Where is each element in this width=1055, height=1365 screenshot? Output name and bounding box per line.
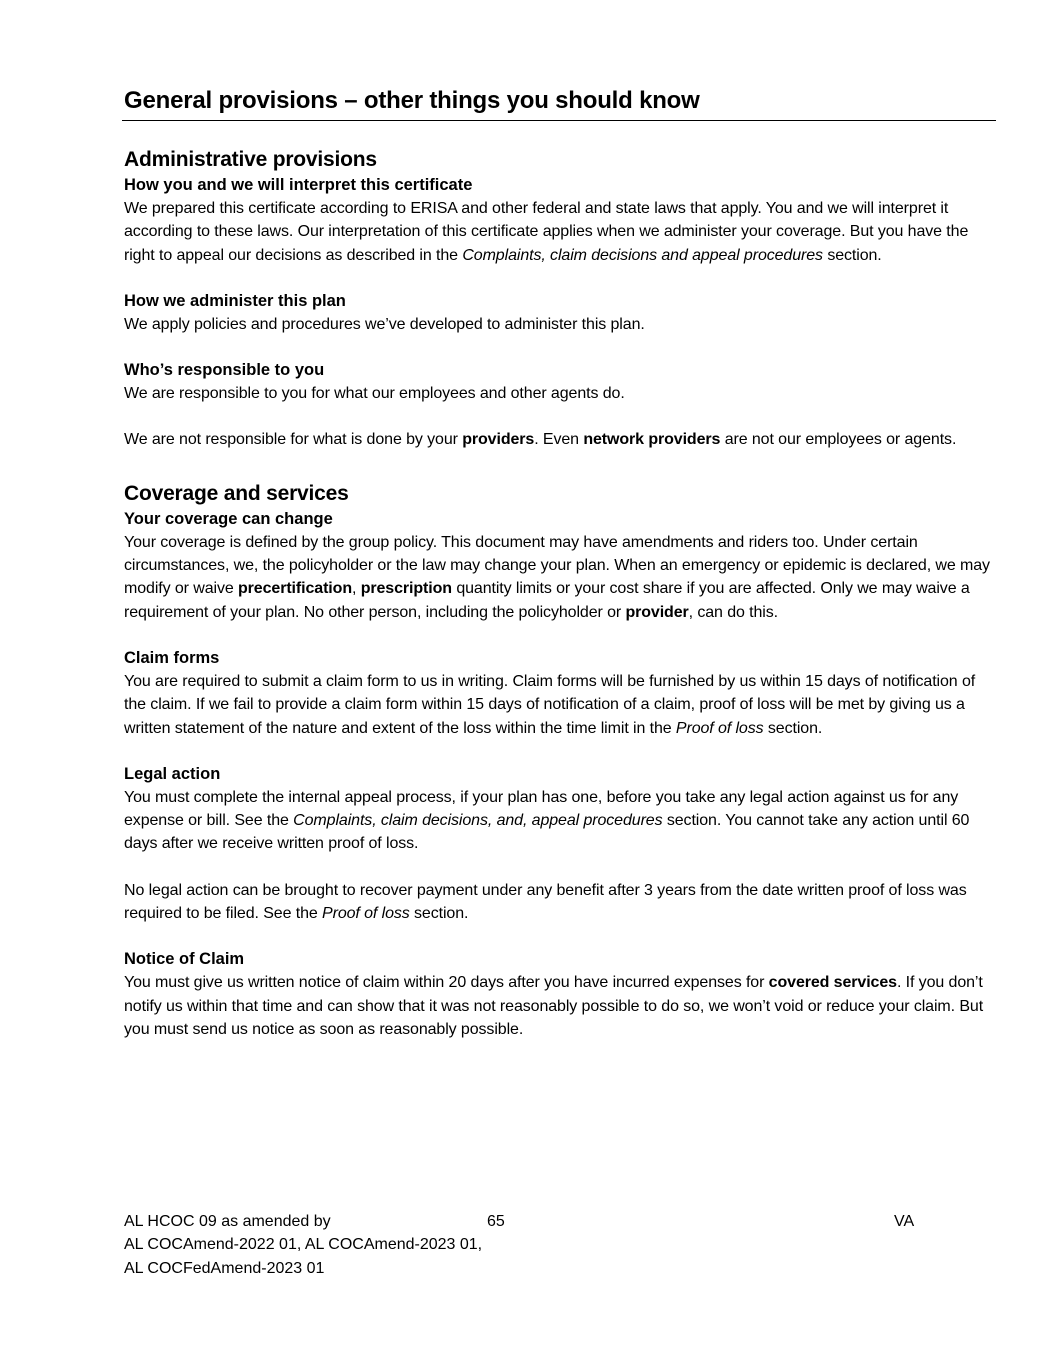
reference-complaints-appeal: Complaints, claim decisions, and, appeal procedures — [293, 812, 663, 830]
paragraph-legal-action-2: No legal action can be brought to recover payment under any benefit after 3 years from the date written proof of loss was required to be filed. See the Proof of loss section. — [124, 881, 967, 923]
term-prescription: prescription — [360, 580, 452, 598]
term-providers: providers — [462, 431, 535, 449]
section-heading-coverage: Coverage and services — [124, 481, 349, 505]
paragraph-claim-forms: You are required to submit a claim form to us in writing. Claim forms will be furnished by us within 15 days of notification of the claim. If we fail to provide a claim form within 15 days of notification of a claim, proof of loss will be met by giving us a written statement of the nature and extent of the loss within the time limit in the Proof of loss section. — [124, 672, 976, 737]
term-covered-services: covered services — [768, 974, 897, 992]
reference-proof-of-loss: Proof of loss — [675, 719, 764, 737]
subheading-coverage-change: Your coverage can change — [124, 509, 333, 528]
footer-document-id: AL HCOC 09 as amended by AL COCAmend-2022 01, AL COCAmend-2023 01, AL COCFedAmend-2023 01 — [124, 1213, 483, 1277]
paragraph-responsible-2: We are not responsible for what is done by your providers. Even network providers are not our employees or agents. — [124, 431, 957, 449]
term-precertification: precertification — [238, 580, 352, 598]
paragraph-notice-of-claim: You must give us written notice of claim within 20 days after you have incurred expenses for covered services. If you don’t notify us within that time and can show that it was not reasonably possible to do so, we won’t void or reduce your claim. But you must send us notice as soon as reasonably possible. — [124, 974, 984, 1038]
section-heading-administrative: Administrative provisions — [124, 148, 377, 171]
subheading-interpret: How you and we will interpret this certificate — [124, 176, 473, 194]
page-number: 65 — [487, 1213, 505, 1230]
reference-proof-of-loss-2: Proof of loss — [322, 905, 410, 923]
reference-complaints: Complaints, claim decisions and appeal procedures — [462, 246, 823, 264]
page-title: General provisions – other things you should know — [124, 87, 700, 114]
subheading-notice-of-claim: Notice of Claim — [124, 950, 245, 969]
document-body — [124, 146, 996, 1041]
subheading-administer: How we administer this plan — [124, 291, 346, 310]
paragraph-interpret: We prepared this certificate according to ERISA and other federal and state laws that apply. You and we will interpret it according to these laws. Our interpretation of this certificate applies when we administer your coverage. But you have the right to appeal our decisions as described in the Complaints, claim decisions and appeal procedures section. — [124, 200, 969, 264]
paragraph-responsible-1: We are responsible to you for what our employees and other agents do. — [124, 385, 625, 403]
term-provider: provider — [625, 603, 689, 621]
paragraph-administer: We apply policies and procedures we’ve developed to administer this plan. — [124, 315, 645, 333]
footer-state: VA — [894, 1213, 915, 1230]
paragraph-legal-action-1: You must complete the internal appeal process, if your plan has one, before you take any legal action against us for any expense or bill. See the Complaints, claim decisions, and, appeal procedures section. You cannot take any action until 60 days after we receive written proof of loss. — [124, 788, 970, 853]
subheading-claim-forms: Claim forms — [124, 648, 220, 667]
subheading-responsible: Who’s responsible to you — [124, 361, 325, 380]
term-network-providers: network providers — [583, 431, 721, 449]
page-title-block — [122, 86, 996, 121]
subheading-legal-action: Legal action — [124, 764, 221, 783]
paragraph-coverage-change: Your coverage is defined by the group policy. This document may have amendments and riders too. Under certain circumstances, we, the policyholder or the law may change your plan. When an emergency or epidemic is declared, we may modify or waive precertification, prescription quantity limits or your cost share if you are affected. Only we may waive a requirement of your plan. No other person, including the policyholder or provider, can do this. — [124, 533, 990, 621]
